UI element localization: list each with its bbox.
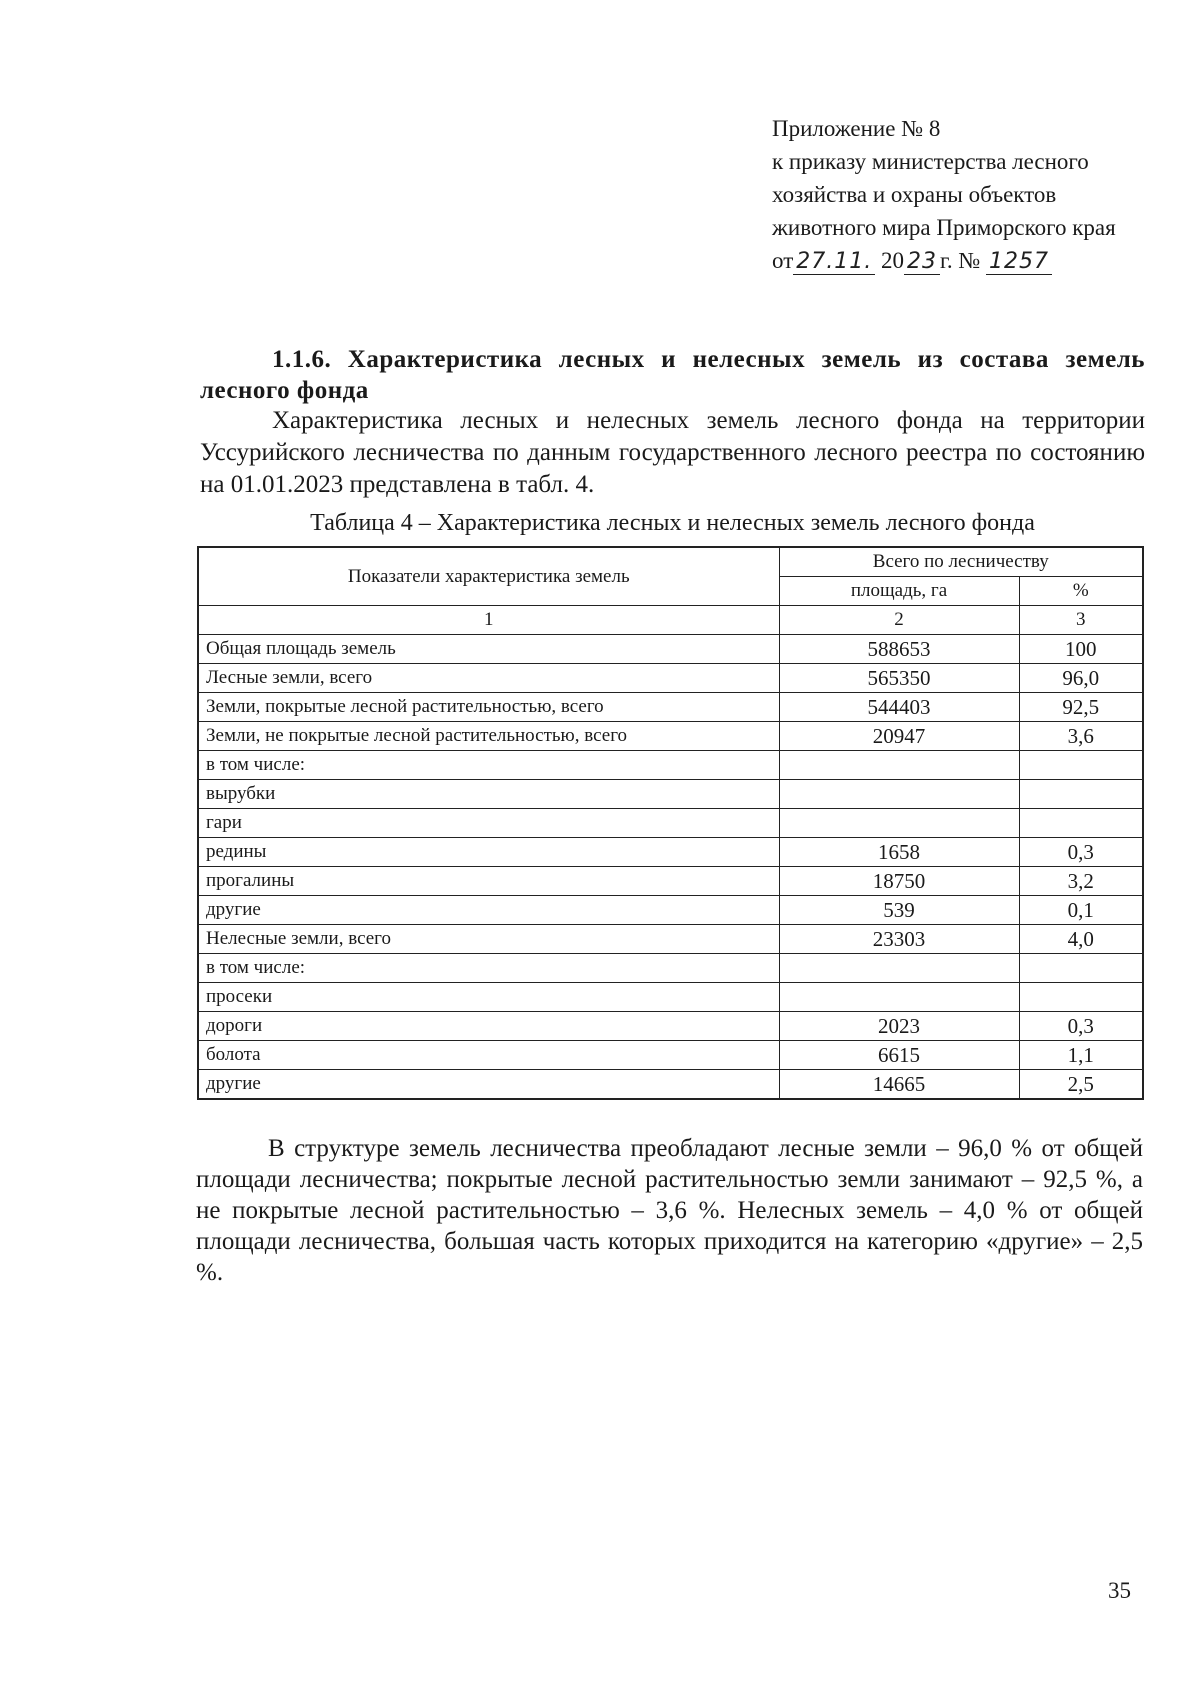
table-row (198, 867, 1143, 896)
row-percent: 3,6 (1019, 722, 1143, 751)
date-year-prefix: 20 (880, 248, 904, 273)
row-area: 1658 (779, 838, 1019, 867)
row-area: 6615 (779, 1041, 1019, 1070)
row-label: другие (198, 896, 779, 925)
appendix-line-4: животного мира Приморского края (772, 215, 1116, 240)
row-percent (1019, 780, 1143, 809)
row-percent (1019, 809, 1143, 838)
date-after-year: г. № (939, 248, 981, 273)
row-area (779, 954, 1019, 983)
row-area: 544403 (779, 693, 1019, 722)
row-percent: 100 (1019, 635, 1143, 664)
row-percent: 96,0 (1019, 664, 1143, 693)
row-label: Нелесные земли, всего (198, 925, 779, 954)
table-row (198, 780, 1143, 809)
row-percent: 0,3 (1019, 838, 1143, 867)
table-row (198, 664, 1143, 693)
row-percent (1019, 751, 1143, 780)
row-label: вырубки (198, 780, 779, 809)
row-label: просеки (198, 983, 779, 1012)
land-characteristics-table (197, 546, 1144, 1100)
row-area: 539 (779, 896, 1019, 925)
table-row (198, 838, 1143, 867)
row-percent: 4,0 (1019, 925, 1143, 954)
appendix-line-2: к приказу министерства лесного (772, 149, 1089, 174)
row-percent: 0,1 (1019, 896, 1143, 925)
table-row (198, 751, 1143, 780)
header-total: Всего по лесничеству (779, 547, 1143, 577)
row-label: Общая площадь земель (198, 635, 779, 664)
table-row (198, 693, 1143, 722)
row-percent: 92,5 (1019, 693, 1143, 722)
row-percent: 2,5 (1019, 1070, 1143, 1100)
row-area: 23303 (779, 925, 1019, 954)
appendix-block (772, 112, 1152, 278)
row-label: редины (198, 838, 779, 867)
table-caption: Таблица 4 – Характеристика лесных и нелесных земель лесного фонда (310, 510, 1035, 536)
handwritten-date: 27.11. (793, 249, 875, 275)
row-label: в том числе: (198, 954, 779, 983)
header-percent: % (1019, 577, 1143, 606)
table-row (198, 1070, 1143, 1100)
table-row (198, 1041, 1143, 1070)
appendix-date-line (772, 244, 1152, 278)
row-percent (1019, 983, 1143, 1012)
table-row (198, 925, 1143, 954)
row-label: Земли, покрытые лесной растительностью, всего (198, 693, 779, 722)
row-label: прогалины (198, 867, 779, 896)
header-indicators: Показатели характеристика земель (198, 547, 779, 606)
conclusion-paragraph: В структуре земель лесничества преобладают лесные земли – 96,0 % от общей площади лесничества; покрытые лесной растительностью земли занимают – 92,5 %, а не покрытые лесной растительностью – 3,6 %. Нелесных земель – 4,0 % от общей площади лесничества, большая часть которых приходится на категорию «другие» – 2,5 %. (196, 1135, 1143, 1286)
row-label: Земли, не покрытые лесной растительностью, всего (198, 722, 779, 751)
intro-paragraph: Характеристика лесных и нелесных земель лесного фонда на территории Уссурийского лесничества по данным государственного лесного реестра по состоянию на 01.01.2023 представлена в табл. 4. (200, 407, 1145, 498)
table-row (198, 722, 1143, 751)
row-area: 565350 (779, 664, 1019, 693)
table-row (198, 1012, 1143, 1041)
row-label: другие (198, 1070, 779, 1100)
handwritten-year: 23 (904, 249, 940, 275)
table-row (198, 983, 1143, 1012)
table-body (198, 635, 1143, 1100)
appendix-line-1: Приложение № 8 (772, 116, 941, 141)
table-row (198, 809, 1143, 838)
section-heading: 1.1.6. Характеристика лесных и нелесных земель из состава земель лесного фонда (200, 346, 1145, 404)
page-number: 35 (1108, 1578, 1131, 1603)
header-area: площадь, га (779, 577, 1019, 606)
row-area: 14665 (779, 1070, 1019, 1100)
appendix-line-3: хозяйства и охраны объектов (772, 182, 1057, 207)
row-percent: 0,3 (1019, 1012, 1143, 1041)
date-prefix: от (772, 248, 794, 273)
row-percent (1019, 954, 1143, 983)
row-label: в том числе: (198, 751, 779, 780)
row-label: Лесные земли, всего (198, 664, 779, 693)
row-area (779, 751, 1019, 780)
table-row (198, 954, 1143, 983)
table-row (198, 635, 1143, 664)
row-percent: 1,1 (1019, 1041, 1143, 1070)
row-area (779, 780, 1019, 809)
row-area: 588653 (779, 635, 1019, 664)
column-number-2: 2 (779, 606, 1019, 635)
row-area (779, 809, 1019, 838)
row-area: 18750 (779, 867, 1019, 896)
row-percent: 3,2 (1019, 867, 1143, 896)
row-area (779, 983, 1019, 1012)
table-row (198, 896, 1143, 925)
handwritten-order-number: 1257 (986, 249, 1052, 275)
column-number-1: 1 (198, 606, 779, 635)
row-area: 20947 (779, 722, 1019, 751)
row-label: дороги (198, 1012, 779, 1041)
column-number-3: 3 (1019, 606, 1143, 635)
row-area: 2023 (779, 1012, 1019, 1041)
row-label: гари (198, 809, 779, 838)
row-label: болота (198, 1041, 779, 1070)
